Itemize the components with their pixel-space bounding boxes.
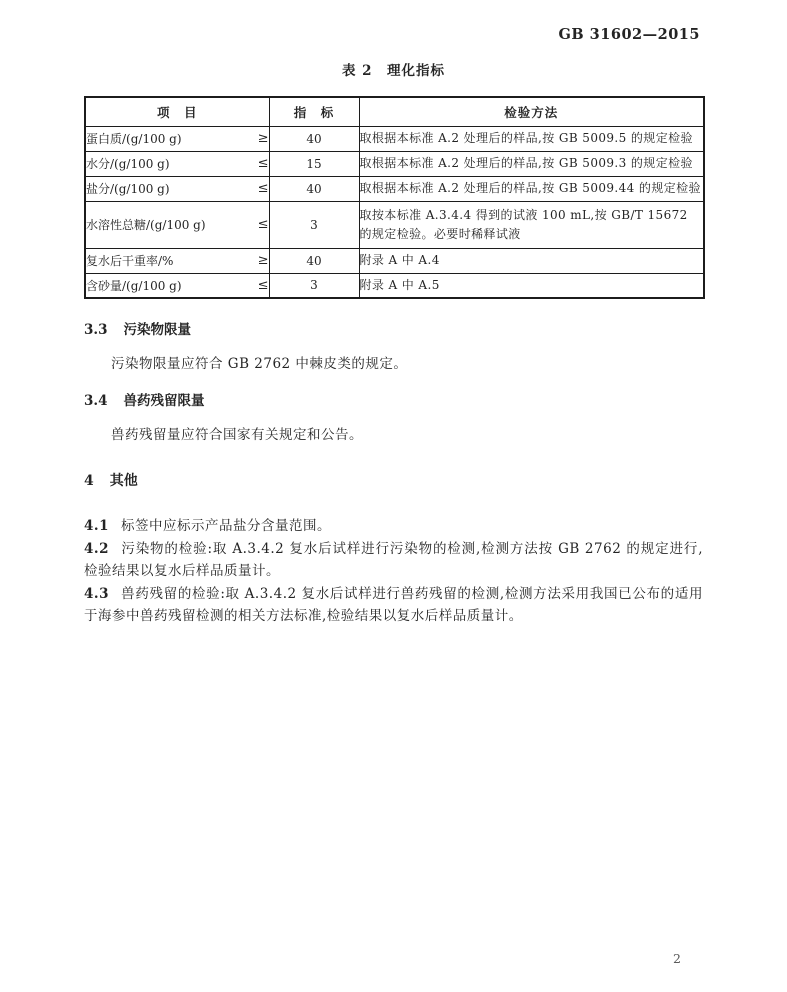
table-row [85,248,704,273]
clause-text: 标签中应标示产品盐分含量范围。 [121,518,331,534]
column-header-item: 项 目 [85,97,269,126]
method-text: 取按本标准 A.3.4.4 得到的试液 100 mL,按 GB/T 15672 的规定检验。必要时稀释试液 [359,201,704,248]
column-header-index: 指 标 [269,97,359,126]
section-body-3-3: 污染物限量应符合 GB 2762 中棘皮类的规定。 [111,356,408,372]
section-number: 4 [84,473,94,489]
section-title: 其他 [109,473,138,489]
section-number: 3.3 [84,322,108,338]
method-text: 附录 A 中 A.5 [359,273,704,298]
clause-text: 污染物的检验:取 A.3.4.2 复水后试样进行污染物的检测,检测方法按 GB 2762 的规定进行,检验结果以复水后样品质量计。 [84,540,703,579]
method-text: 取根据本标准 A.2 处理后的样品,按 GB 5009.5 的规定检验 [359,126,704,151]
table-row [85,151,704,176]
comparison-symbol: ≥ [257,253,269,268]
page-content [84,64,703,628]
section-body-3-4: 兽药残留量应符合国家有关规定和公告。 [111,427,363,443]
section-heading-4 [84,474,703,489]
table-caption: 表 2 理化指标 [341,63,446,79]
clause-4-3 [84,583,703,628]
index-value: 3 [269,201,359,248]
clause-4-2 [84,538,703,583]
index-value: 15 [269,151,359,176]
item-name: 蛋白质/(g/100 g) [86,132,182,146]
section-title: 污染物限量 [123,322,191,338]
physicochemical-indicators-table [84,96,705,299]
section-number: 3.4 [84,393,108,409]
item-name: 水分/(g/100 g) [86,157,170,171]
table-row [85,126,704,151]
clause-list [84,515,703,628]
clause-4-1 [84,515,703,538]
index-value: 40 [269,248,359,273]
page-number: 2 [673,951,681,966]
section-title: 兽药残留限量 [123,393,205,409]
index-value: 40 [269,126,359,151]
method-text: 附录 A 中 A.4 [359,248,704,273]
column-header-method: 检验方法 [359,97,704,126]
table-row [85,273,704,298]
item-name: 含砂量/(g/100 g) [86,278,182,293]
section-heading-3-4 [84,394,703,409]
table-row [85,201,704,248]
clause-number: 4.1 [84,518,109,534]
item-name: 盐分/(g/100 g) [86,182,170,196]
table-header-row [85,97,704,126]
clause-text: 兽药残留的检验:取 A.3.4.2 复水后试样进行兽药残留的检测,检测方法采用我国已公布的适用于海参中兽药残留检测的相关方法标准,检验结果以复水后样品质量计。 [84,585,703,624]
method-text: 取根据本标准 A.2 处理后的样品,按 GB 5009.44 的规定检验 [359,176,704,201]
index-value: 40 [269,176,359,201]
comparison-symbol: ≤ [257,217,269,232]
comparison-symbol: ≤ [257,181,269,196]
index-value: 3 [269,273,359,298]
clause-number: 4.2 [84,540,109,557]
item-name: 复水后干重率/% [86,254,174,268]
method-text: 取根据本标准 A.2 处理后的样品,按 GB 5009.3 的规定检验 [359,151,704,176]
section-heading-3-3 [84,323,703,338]
item-name: 水溶性总糖/(g/100 g) [86,218,206,232]
comparison-symbol: ≤ [257,156,269,171]
clause-number: 4.3 [84,585,109,602]
standard-number: GB 31602—2015 [558,26,700,43]
table-row [85,176,704,201]
comparison-symbol: ≥ [257,131,269,146]
comparison-symbol: ≤ [257,277,269,293]
